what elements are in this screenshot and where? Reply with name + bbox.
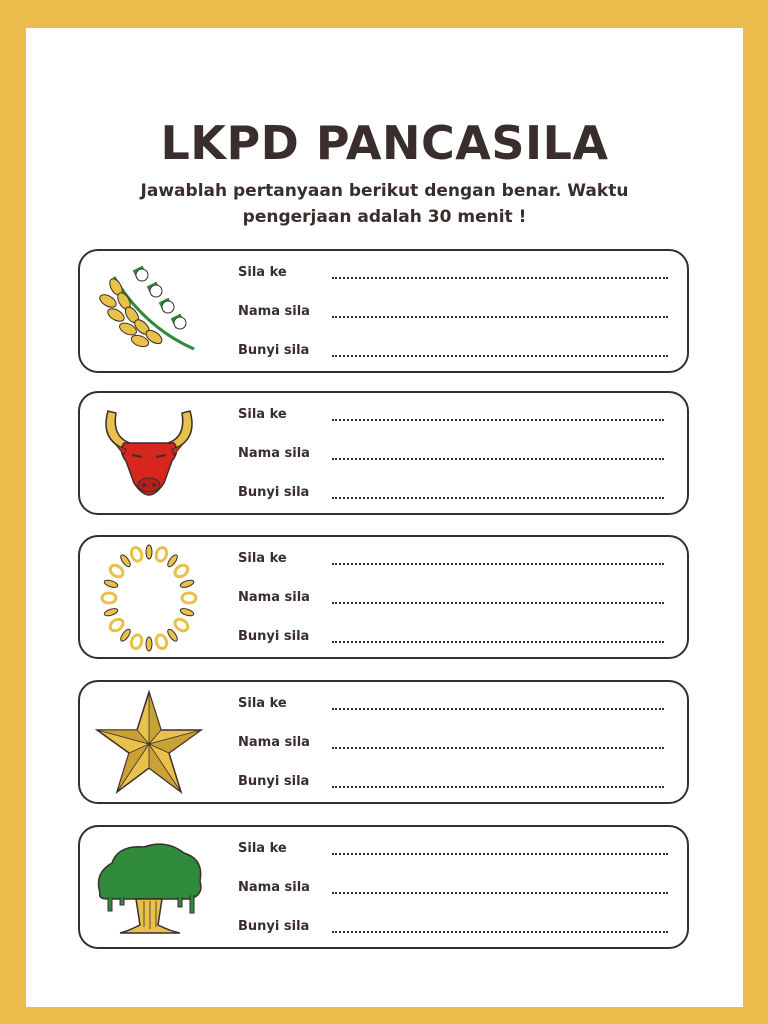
- question-card-5: [78, 825, 689, 949]
- nama-sila-answer-line[interactable]: [332, 747, 664, 749]
- sila-ke-label: Sila ke: [238, 841, 287, 856]
- sila-ke-label: Sila ke: [238, 696, 287, 711]
- question-card-4: [78, 680, 689, 804]
- bunyi-sila-label: Bunyi sila: [238, 774, 310, 789]
- bunyi-sila-answer-line[interactable]: [332, 355, 668, 357]
- bunyi-sila-label: Bunyi sila: [238, 629, 310, 644]
- bull-head-icon: [94, 399, 204, 509]
- chain-link: [119, 628, 132, 643]
- sila-ke-row: [238, 696, 668, 716]
- nama-sila-label: Nama sila: [238, 735, 310, 750]
- bunyi-sila-row: [238, 485, 668, 505]
- chain-link: [146, 637, 152, 651]
- question-card-2: [78, 391, 689, 515]
- chain-link: [130, 546, 144, 562]
- chain-link: [146, 545, 152, 559]
- bunyi-sila-answer-line[interactable]: [332, 786, 664, 788]
- chain-link: [130, 633, 144, 649]
- banyan-tree-icon: [94, 833, 204, 943]
- sila-ke-answer-line[interactable]: [332, 277, 668, 279]
- nama-sila-row: [238, 880, 668, 900]
- nama-sila-row: [238, 446, 668, 466]
- sila-ke-row: [238, 407, 668, 427]
- nama-sila-label: Nama sila: [238, 590, 310, 605]
- nama-sila-answer-line[interactable]: [332, 458, 664, 460]
- gold-chain-icon: [94, 543, 204, 653]
- chain-link: [103, 607, 118, 617]
- bunyi-sila-answer-line[interactable]: [332, 497, 664, 499]
- chain-link: [179, 607, 194, 617]
- worksheet-page: [26, 28, 743, 1007]
- nama-sila-row: [238, 590, 668, 610]
- sila-ke-row: [238, 841, 668, 861]
- chain-link: [173, 563, 190, 579]
- nama-sila-label: Nama sila: [238, 304, 310, 319]
- nama-sila-answer-line[interactable]: [332, 602, 664, 604]
- bunyi-sila-label: Bunyi sila: [238, 485, 310, 500]
- chain-link: [119, 553, 132, 568]
- nama-sila-row: [238, 735, 668, 755]
- sila-ke-label: Sila ke: [238, 407, 287, 422]
- bunyi-sila-row: [238, 774, 668, 794]
- chain-link: [166, 553, 179, 568]
- instructions-text: Jawablah pertanyaan berikut dengan benar. Waktu pengerjaan adalah 30 menit !: [140, 181, 629, 227]
- chain-link: [154, 546, 168, 562]
- chain-link: [108, 563, 125, 579]
- chain-link: [154, 633, 168, 649]
- chain-link: [166, 628, 179, 643]
- rice-cotton-icon: [94, 257, 204, 367]
- chain-link: [108, 617, 125, 633]
- chain-link: [179, 579, 194, 589]
- nama-sila-answer-line[interactable]: [332, 316, 668, 318]
- question-card-3: [78, 535, 689, 659]
- nama-sila-label: Nama sila: [238, 446, 310, 461]
- sila-ke-row: [238, 551, 668, 571]
- question-card-1: [78, 249, 689, 373]
- bunyi-sila-row: [238, 919, 668, 939]
- nama-sila-row: [238, 304, 668, 324]
- chain-link: [182, 593, 196, 603]
- bunyi-sila-row: [238, 629, 668, 649]
- nama-sila-label: Nama sila: [238, 880, 310, 895]
- sila-ke-answer-line[interactable]: [332, 708, 664, 710]
- chain-link: [102, 593, 116, 603]
- bunyi-sila-label: Bunyi sila: [238, 343, 310, 358]
- sila-ke-answer-line[interactable]: [332, 563, 664, 565]
- gold-star-icon: [94, 688, 204, 798]
- bunyi-sila-answer-line[interactable]: [332, 641, 664, 643]
- sila-ke-label: Sila ke: [238, 551, 287, 566]
- bunyi-sila-label: Bunyi sila: [238, 919, 310, 934]
- chain-link: [173, 617, 190, 633]
- sila-ke-answer-line[interactable]: [332, 853, 668, 855]
- sila-ke-label: Sila ke: [238, 265, 287, 280]
- bunyi-sila-answer-line[interactable]: [332, 931, 668, 933]
- chain-link: [103, 579, 118, 589]
- page-title: LKPD PANCASILA: [160, 116, 609, 170]
- nama-sila-answer-line[interactable]: [332, 892, 668, 894]
- bunyi-sila-row: [238, 343, 668, 363]
- sila-ke-row: [238, 265, 668, 285]
- sila-ke-answer-line[interactable]: [332, 419, 664, 421]
